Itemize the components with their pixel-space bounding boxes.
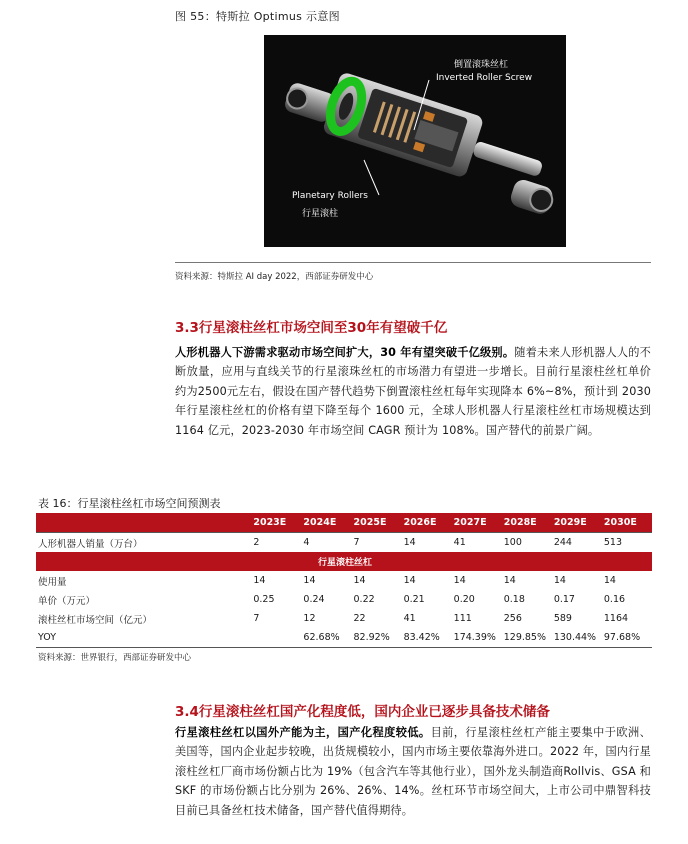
table-caption: 表 16：行星滚柱丝杠市场空间预测表 (38, 497, 221, 510)
label-planetary-rollers-en: Planetary Rollers (292, 191, 368, 201)
table-cell: 2 (251, 533, 301, 553)
table-cell: 0.18 (503, 594, 525, 605)
row-label: 单价（万元） (38, 595, 96, 607)
table-cell: 0.22 (353, 594, 375, 605)
market-forecast-table (36, 513, 652, 648)
table-cell: 0.17 (553, 594, 575, 605)
table-cell: 0.25 (253, 594, 275, 605)
table-row (36, 609, 652, 628)
paragraph-lead: 行星滚柱丝杠以国外产能为主，国产化程度较低。 (175, 726, 431, 739)
header-year: 2025E (352, 513, 402, 533)
header-blank (36, 513, 251, 533)
table-cell: 174.39% (452, 628, 502, 648)
table-cell: 100 (502, 533, 552, 553)
section-heading-3-4: 3.4行星滚柱丝杠国产化程度低，国内企业已逐步具备技术储备 (175, 704, 550, 720)
table-cell: 111 (453, 613, 472, 624)
table-cell: 0.20 (453, 594, 475, 605)
table-cell: 14 (553, 575, 566, 586)
table-cell: 244 (552, 533, 602, 553)
table-cell: 82.92% (352, 628, 402, 648)
table-cell: 14 (603, 575, 616, 586)
table-cell: 14 (403, 575, 416, 586)
table-header-row (36, 513, 652, 533)
header-year: 2026E (402, 513, 452, 533)
table-cell: 7 (253, 613, 260, 624)
table-cell: 7 (352, 533, 402, 553)
table-source: 资料来源：世界银行，西部证券研发中心 (38, 653, 192, 663)
row-label: 使用量 (38, 576, 67, 588)
table-cell: 589 (553, 613, 572, 624)
figure-caption: 图 55：特斯拉 Optimus 示意图 (175, 10, 340, 23)
figure-source: 资料来源：特斯拉 AI day 2022，西部证券研发中心 (175, 272, 374, 282)
table-cell: 14 (253, 575, 266, 586)
table-cell: 130.44% (552, 628, 602, 648)
table-cell: 14 (453, 575, 466, 586)
table-cell: 256 (503, 613, 522, 624)
table-cell: 14 (402, 533, 452, 553)
header-year: 2027E (452, 513, 502, 533)
table-cell: 1164 (603, 613, 629, 624)
paragraph-body: 目前，行星滚柱丝杠产能主要集中于欧洲、美国等，国内企业起步较晚，出货规模较小，国内市场主要依靠海外进口。2022 年，国内行星滚柱丝杠厂商市场份额占比为 19%（包含汽车等其他行业），国外龙头制造商Rollvis、GSA 和 SKF 的市场份额占比分别为 26%、26%、14%。丝杠环节市场空间大，上市公司中鼎智科技目前已具备丝杠技术储备，国产替代值得期待。 (175, 726, 651, 817)
label-inverted-screw-en: Inverted Roller Screw (436, 73, 533, 83)
section-3-3-paragraph (175, 343, 651, 440)
row-label: 人形机器人销量（万台） (36, 533, 251, 553)
section-3-4-paragraph (175, 723, 651, 820)
table-row (36, 571, 652, 590)
table-cell: 129.85% (502, 628, 552, 648)
table-cell: 14 (353, 575, 366, 586)
header-year: 2029E (552, 513, 602, 533)
figure-divider (175, 262, 651, 263)
row-label: YOY (36, 628, 251, 648)
table-row (36, 590, 652, 609)
table-cell: 12 (303, 613, 316, 624)
label-inverted-screw-cn: 倒置滚珠丝杠 (454, 60, 509, 70)
right-end-clevis (508, 177, 556, 216)
section-heading-3-3: 3.3行星滚柱丝杠市场空间至30年有望破千亿 (175, 320, 448, 336)
table-cell: 41 (452, 533, 502, 553)
table-cell: 41 (403, 613, 416, 624)
table-cell (251, 628, 301, 648)
header-year: 2028E (502, 513, 552, 533)
paragraph-body: 随着未来人形机器人人的不断放量，应用与直线关节的行星滚珠丝杠的市场潜力有望进一步增长。目前行星滚柱丝杠单价约为2500元左右，假设在国产替代趋势下倒置滚柱丝杠每年实现降本 6%~8%，预计到 2030 年行星滚柱丝杠的价格有望下降至每个 1600 元，全球人形机器人行星滚柱丝杠市场规模达到 1164 亿元，2023-2030 年市场空间 CAGR 预计为 108%。国产替代的前景广阔。 (175, 346, 651, 437)
table-cell: 83.42% (402, 628, 452, 648)
table-subheader-row (36, 552, 652, 571)
table-cell: 14 (503, 575, 516, 586)
table-cell: 14 (303, 575, 316, 586)
table-row (36, 628, 652, 648)
paragraph-lead: 人形机器人下游需求驱动市场空间扩大，30 年有望突破千亿级别。 (175, 346, 515, 359)
table-cell: 22 (353, 613, 366, 624)
table-cell: 4 (301, 533, 351, 553)
table-cell: 0.16 (603, 594, 626, 605)
table-cell: 62.68% (301, 628, 351, 648)
row-label: 滚柱丝杠市场空间（亿元） (38, 614, 153, 626)
header-year: 2030E (602, 513, 652, 533)
label-planetary-rollers-cn: 行星滚柱 (302, 209, 339, 219)
subheader-label: 行星滚柱丝杠 (36, 552, 652, 571)
header-year: 2024E (301, 513, 351, 533)
header-year: 2023E (251, 513, 301, 533)
table-cell: 513 (602, 533, 652, 553)
table-cell: 97.68% (602, 628, 652, 648)
table-row (36, 533, 652, 553)
table-cell: 0.21 (403, 594, 425, 605)
optimus-actuator-image (264, 35, 566, 247)
table-cell: 0.24 (303, 594, 325, 605)
